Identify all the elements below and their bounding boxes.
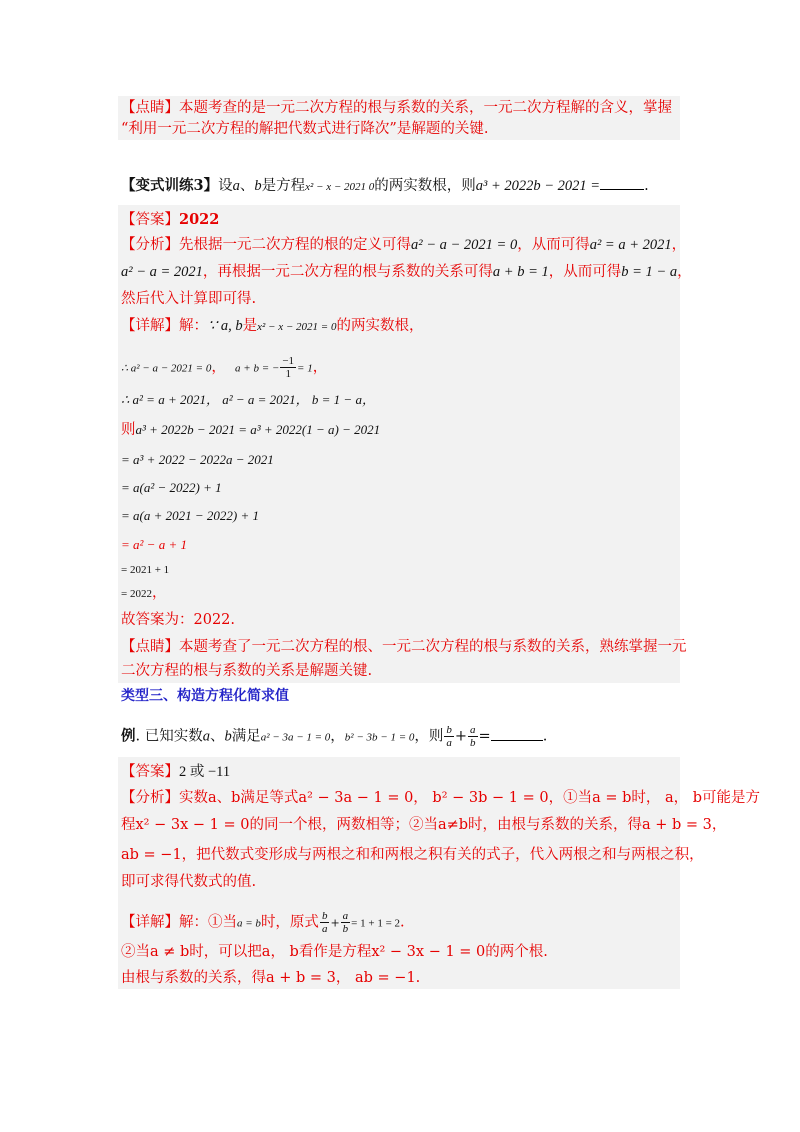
analysis-example-line-1: 【分析】实数a、b满足等式a² − 3a − 1 = 0， b² − 3b − 1 = 0，①当a = b时， a， b可能是方 — [121, 790, 761, 806]
exercise-tag: 【变式训练3】 — [121, 177, 219, 194]
analysis-3-line-3: 然后代入计算即可得. — [121, 291, 257, 307]
fraction-b-over-a: $\frac{b}{a}$ — [446, 724, 452, 749]
fraction: $\frac{-1}{1}$ — [282, 355, 295, 380]
analysis-3-line-2: a² − a = 2021，再根据一元二次方程的根与系数的关系可得a + b = 1，从而可得b = 1 − a， — [121, 264, 692, 280]
detail-3-step-3: 则a³ + 2022b − 2021 = a³ + 2022(1 − a) − 2021 — [121, 422, 381, 438]
answer-3: 【答案】2022 — [121, 211, 220, 228]
top-note-line-1: 【点睛】本题考查的是一元二次方程的根与系数的关系，一元二次方程解的含义，掌握 — [121, 100, 672, 116]
answer-example: 【答案】2 或 −11 — [121, 764, 231, 780]
note-3-line-1: 【点睛】本题考查了一元二次方程的根、一元二次方程的根与系数的关系，熟练掌握一元 — [121, 639, 687, 655]
note-3-line-2: 二次方程的根与系数的关系是解题关键. — [121, 663, 373, 679]
detail-3-step-1: ∴ a² − a − 2021 = 0， a + b = − $\frac{-1}{1}$ = 1， — [121, 355, 328, 380]
example-question: 例. 已知实数a、b满足a² − 3a − 1 = 0，b² − 3b − 1 = 0，则 $\frac{b}{a}$ + $\frac{a}{b}$ = . — [121, 724, 548, 749]
section-title: 类型三、构造方程化简求值 — [121, 688, 289, 704]
top-note-line-2: “利用一元二次方程的解把代数式进行降次”是解题的关键. — [121, 121, 489, 137]
detail-example-line-3: 由根与系数的关系，得a + b = 3， ab = −1. — [121, 970, 421, 986]
detail-3-step-7: = a² − a + 1 — [121, 537, 187, 552]
detail-3-step-5: = a(a² − 2022) + 1 — [121, 480, 222, 495]
detail-example-line-1: 【详解】解：①当a = b时，原式 $\frac{b}{a}$ + $\frac{a}{b}$ = 1 + 1 = 2. — [121, 910, 405, 935]
answer-blank — [491, 728, 543, 741]
detail-example-line-2: ②当a ≠ b时，可以把a， b看作是方程x² − 3x − 1 = 0的两个根. — [121, 944, 548, 960]
detail-3-step-4: = a³ + 2022 − 2022a − 2021 — [121, 452, 274, 467]
detail-3-step-2: ∴ a² = a + 2021， a² − a = 2021， b = 1 − a， — [121, 392, 375, 407]
analysis-example-line-4: 即可求得代数式的值. — [121, 874, 257, 890]
fraction-a-over-b: $\frac{a}{b}$ — [470, 724, 476, 749]
fraction-b-over-a: $\frac{b}{a}$ — [321, 910, 328, 935]
analysis-3-line-1: 【分析】先根据一元二次方程的根的定义可得a² − a − 2021 = 0，从而可得a² = a + 2021， — [121, 237, 687, 253]
note-tag: 【点睛】 — [121, 100, 179, 116]
detail-3-step-9: = 2022， — [121, 585, 167, 601]
detail-3-conclusion: 故答案为：2022. — [121, 612, 236, 628]
analysis-example-line-3: ab = −1，把代数式变形成与两根之和和两根之积有关的式子，代入两根之和与两根之积， — [121, 847, 704, 863]
exercise-3-question: 【变式训练3】设a、b是方程x² − x − 2021 0的两实数根，则a³ + 2022b − 2021 = . — [121, 177, 649, 194]
answer-blank — [600, 177, 644, 190]
fraction-a-over-b: $\frac{a}{b}$ — [342, 910, 349, 935]
analysis-example-line-2: 程x² − 3x − 1 = 0的同一个根，两数相等；②当a≠b时，由根与系数的关系，得a + b = 3， — [121, 817, 727, 833]
detail-3-intro: 【详解】解：∵ a, b是x² − x − 2021 = 0的两实数根， — [121, 318, 424, 334]
detail-3-step-8: = 2021 + 1 — [121, 564, 170, 576]
detail-3-step-6: = a(a + 2021 − 2022) + 1 — [121, 508, 259, 523]
